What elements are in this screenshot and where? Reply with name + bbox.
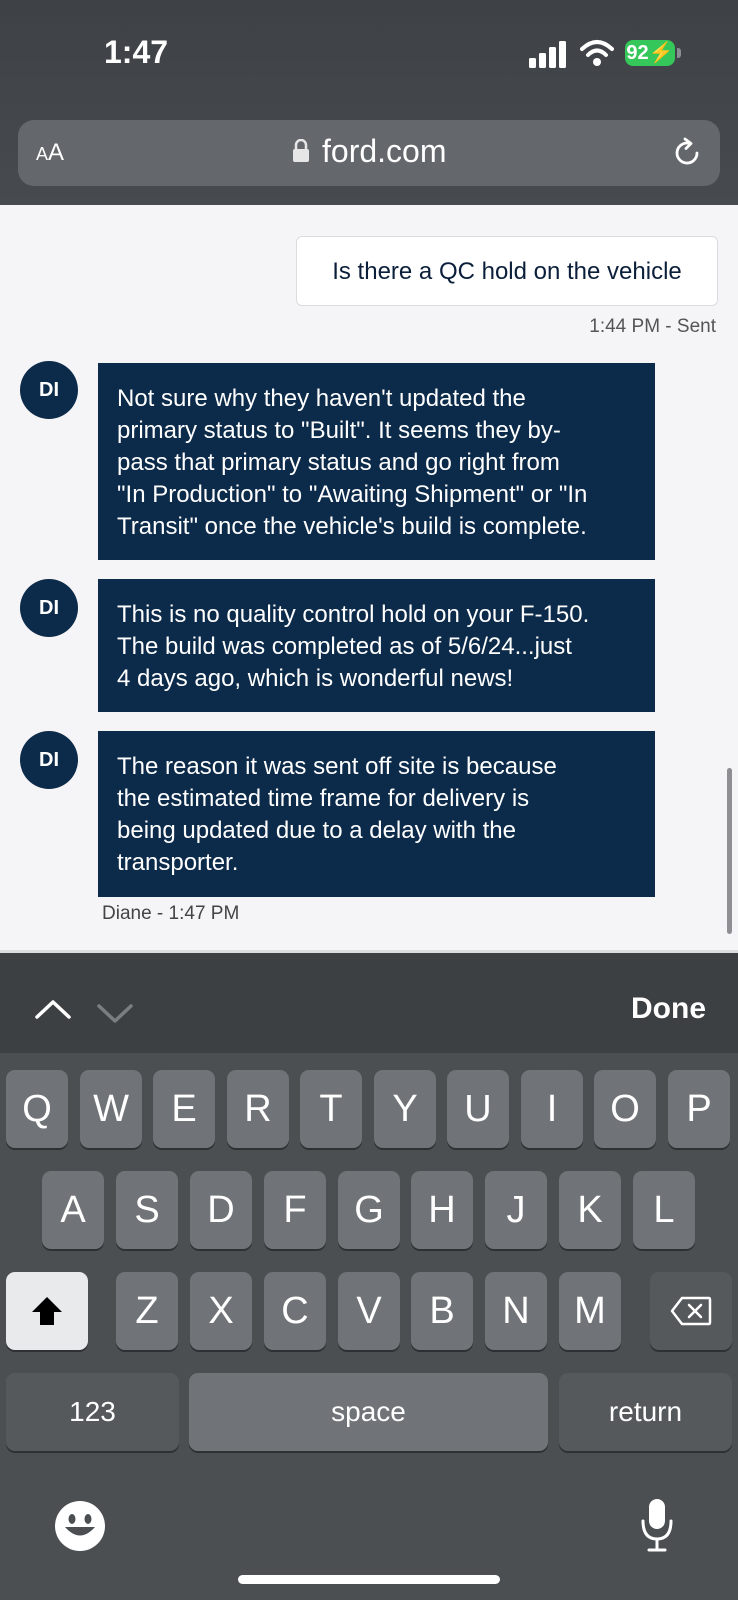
reload-icon[interactable] <box>670 136 704 170</box>
message-line: This is no quality control hold on your F-150. <box>117 601 590 628</box>
wifi-icon <box>580 38 614 68</box>
incoming-message <box>98 579 655 712</box>
key-l[interactable]: L <box>633 1171 695 1249</box>
text-size-button[interactable]: AA <box>36 139 65 166</box>
message-line: Transit" once the vehicle's build is complete. <box>117 513 587 540</box>
key-t[interactable]: T <box>300 1070 362 1148</box>
message-line: The build was completed as of 5/6/24...just <box>117 633 572 660</box>
key-v[interactable]: V <box>338 1272 400 1350</box>
home-indicator[interactable] <box>238 1575 500 1584</box>
message-line: Not sure why they haven't updated the <box>117 385 526 412</box>
key-r[interactable]: R <box>227 1070 289 1148</box>
key-u[interactable]: U <box>447 1070 509 1148</box>
battery-indicator: 92⚡ <box>626 42 674 64</box>
url-text[interactable]: ford.com <box>322 133 447 169</box>
outgoing-message-meta: 1:44 PM - Sent <box>589 316 716 337</box>
shift-icon <box>30 1295 64 1327</box>
key-n[interactable]: N <box>485 1272 547 1350</box>
status-time: 1:47 <box>104 34 169 70</box>
chevron-down-icon <box>96 1002 134 1024</box>
key-w[interactable]: W <box>80 1070 142 1148</box>
outgoing-message: Is there a QC hold on the vehicle <box>296 236 718 306</box>
shift-key[interactable] <box>6 1272 88 1350</box>
key-z[interactable]: Z <box>116 1272 178 1350</box>
incoming-message <box>98 731 655 897</box>
microphone-icon[interactable] <box>640 1497 674 1553</box>
battery-level: 92 <box>626 42 649 64</box>
key-m[interactable]: M <box>559 1272 621 1350</box>
incoming-message <box>98 363 655 560</box>
backspace-key[interactable] <box>650 1272 732 1350</box>
key-f[interactable]: F <box>264 1171 326 1249</box>
key-o[interactable]: O <box>594 1070 656 1148</box>
avatar: DI <box>20 731 78 789</box>
scrollbar[interactable] <box>727 768 732 934</box>
done-button[interactable]: Done <box>631 992 706 1025</box>
key-d[interactable]: D <box>190 1171 252 1249</box>
key-k[interactable]: K <box>559 1171 621 1249</box>
key-j[interactable]: J <box>485 1171 547 1249</box>
space-key[interactable]: space <box>189 1373 548 1451</box>
key-e[interactable]: E <box>153 1070 215 1148</box>
key-i[interactable]: I <box>521 1070 583 1148</box>
key-q[interactable]: Q <box>6 1070 68 1148</box>
message-line: primary status to "Built". It seems they by- <box>117 417 561 444</box>
message-line: the estimated time frame for delivery is <box>117 785 530 812</box>
message-line: 4 days ago, which is wonderful news! <box>117 665 514 692</box>
key-b[interactable]: B <box>411 1272 473 1350</box>
avatar: DI <box>20 361 78 419</box>
backspace-icon <box>670 1296 712 1326</box>
key-s[interactable]: S <box>116 1171 178 1249</box>
key-x[interactable]: X <box>190 1272 252 1350</box>
lock-icon <box>292 139 310 163</box>
key-g[interactable]: G <box>338 1171 400 1249</box>
message-line: being updated due to a delay with the <box>117 817 516 844</box>
avatar: DI <box>20 579 78 637</box>
battery-cap <box>677 48 681 58</box>
message-line: The reason it was sent off site is because <box>117 753 557 780</box>
message-line: pass that primary status and go right from <box>117 449 560 476</box>
chevron-up-icon[interactable] <box>34 998 72 1020</box>
key-h[interactable]: H <box>411 1171 473 1249</box>
key-p[interactable]: P <box>668 1070 730 1148</box>
incoming-message-meta: Diane - 1:47 PM <box>102 903 240 924</box>
message-line: "In Production" to "Awaiting Shipment" or "In <box>117 481 588 508</box>
return-key[interactable]: return <box>559 1373 732 1451</box>
numbers-key[interactable]: 123 <box>6 1373 179 1451</box>
key-c[interactable]: C <box>264 1272 326 1350</box>
message-line: transporter. <box>117 849 239 876</box>
emoji-icon[interactable] <box>54 1500 106 1552</box>
key-a[interactable]: A <box>42 1171 104 1249</box>
signal-icon <box>529 40 569 68</box>
key-y[interactable]: Y <box>374 1070 436 1148</box>
